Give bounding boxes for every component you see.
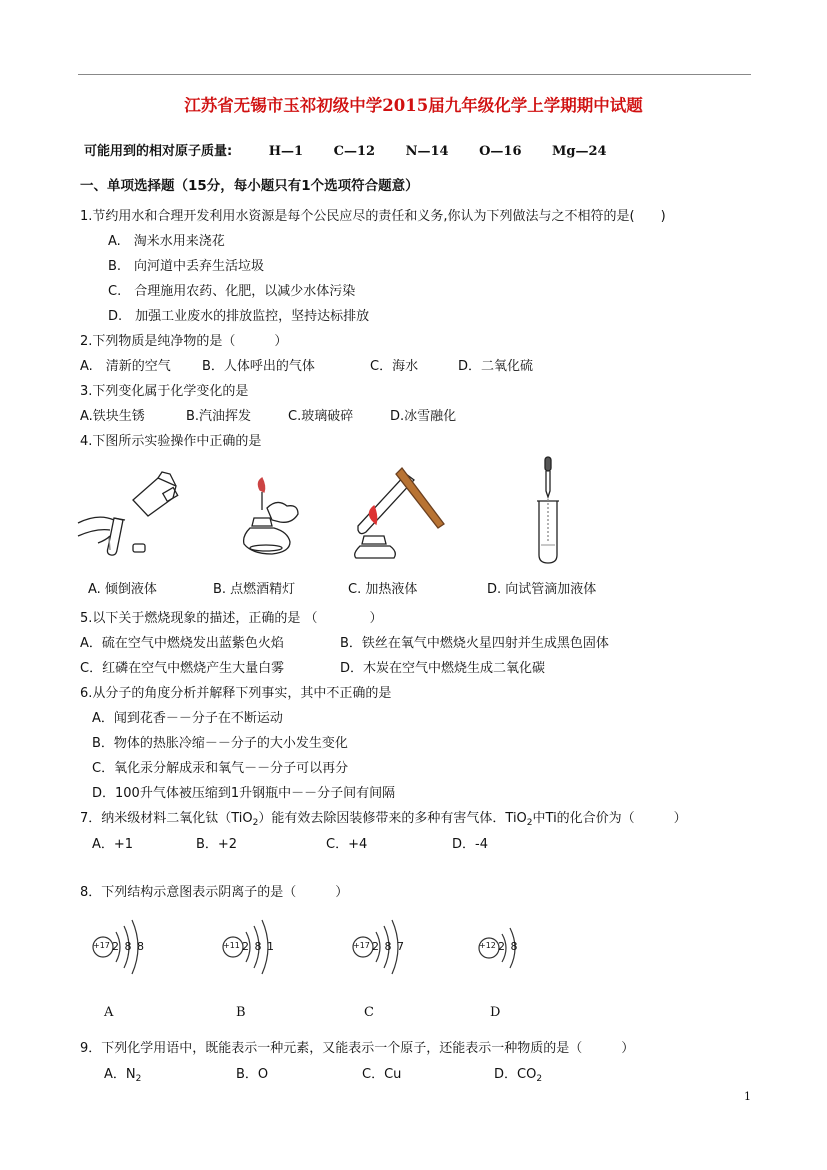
atomic-mass-n: N—14 [405,144,449,159]
heat-liquid-figure [350,466,450,561]
q9-stem: 9．下列化学用语中，既能表示一种元素，又能表示一个原子，还能表示一种物质的是（ ） [80,1041,635,1056]
q9-option-a-sub: 2 [135,1074,142,1084]
q7-stem-c: 中Ti的化合价为（ ） [532,811,687,826]
q6-option-c: C．氧化汞分解成汞和氧气－－分子可以再分 [92,761,349,776]
atomic-mass-o: O—16 [479,144,522,159]
page-number: 1 [744,1090,751,1103]
q7-stem-a: 7．纳米级材料二氧化钛（TiO [80,811,253,826]
q9-option-c: C．Cu [362,1067,402,1082]
atom-b-shells: 2 8 1 [242,940,275,953]
q4-stem: 4.下图所示实验操作中正确的是 [80,434,262,449]
q2-stem: 2.下列物质是纯净物的是（ ） [80,334,288,349]
atom-d-nucleus: +12 [479,941,496,950]
q7-option-d: D．-4 [452,837,488,852]
q2-option-d: D．二氧化硫 [458,359,534,374]
q7-sub-2: 2 [526,818,533,828]
atom-a-nucleus: +17 [93,941,110,950]
q3-option-a: A.铁块生锈 [80,409,145,424]
q7-option-c: C．+4 [326,837,368,852]
q3-option-d: D.冰雪融化 [390,409,457,424]
q6-stem: 6.从分子的角度分析并解释下列事实，其中不正确的是 [80,686,392,701]
atom-c-shells: 2 8 7 [372,940,405,953]
q7-stem [80,807,687,828]
atomic-mass-c: C—12 [333,144,376,159]
q8-label-b: B [236,1005,246,1020]
q7-option-a: A．+1 [92,837,134,852]
q6-option-b: B．物体的热胀冷缩－－分子的大小发生变化 [92,736,348,751]
exam-title: 江苏省无锡市玉祁初级中学2015届九年级化学上学期期中试题 [184,96,643,115]
q9-option-d [494,1063,542,1084]
atom-a-shells: 2 8 8 [112,940,145,953]
q6-option-a: A．闻到花香－－分子在不断运动 [92,711,283,726]
q1-option-c: C. 合理施用农药、化肥，以减少水体污染 [108,284,356,299]
q7-option-b: B．+2 [196,837,238,852]
q1-stem: 1.节约用水和合理开发利用水资源是每个公民应尽的责任和义务,你认为下列做法与之不相符的是( ) [80,209,666,224]
atom-c-nucleus: +17 [353,941,370,950]
q3-stem: 3.下列变化属于化学变化的是 [80,384,249,399]
pour-liquid-figure [78,468,188,563]
q4-option-a: A. 倾倒液体 [88,582,157,597]
q8-label-d: D [490,1005,501,1020]
q6-option-d: D．100升气体被压缩到1升钢瓶中－－分子间有间隔 [92,786,396,801]
q5-stem: 5.以下关于燃烧现象的描述，正确的是 （ ） [80,611,383,626]
q4-option-b: B. 点燃酒精灯 [213,582,296,597]
atomic-mass-mg: Mg—24 [552,144,607,159]
q5-option-c: C．红磷在空气中燃烧产生大量白雾 [80,661,285,676]
q9-option-d-sub: 2 [536,1074,543,1084]
q2-option-b: B．人体呼出的气体 [202,359,315,374]
atomic-mass-line [84,140,633,159]
q2-option-a: A. 清新的空气 [80,359,171,374]
q5-option-a: A．硫在空气中燃烧发出蓝紫色火焰 [80,636,284,651]
q8-stem: 8．下列结构示意图表示阴离子的是（ ） [80,885,349,900]
section-heading: 一、单项选择题（15分，每小题只有1个选项符合题意） [80,178,419,194]
atom-b-nucleus: +11 [223,941,240,950]
q3-option-c: C.玻璃破碎 [288,409,354,424]
q9-option-d-text: D．CO [494,1067,537,1082]
q3-option-b: B.汽油挥发 [186,409,252,424]
atomic-mass-h: H—1 [268,144,304,159]
q7-stem-b: ）能有效去除因装修带来的多种有害气体．TiO [258,811,527,826]
q9-option-a-text: A．N [104,1067,136,1082]
q4-option-c: C. 加热液体 [348,582,418,597]
q2-option-c: C．海水 [370,359,419,374]
q1-option-b: B. 向河道中丢弃生活垃圾 [108,259,265,274]
q5-option-d: D．木炭在空气中燃烧生成二氧化碳 [340,661,546,676]
q4-option-d: D. 向试管滴加液体 [487,582,597,597]
q9-option-b: B．O [236,1067,269,1082]
atom-d-shells: 2 8 [498,940,519,953]
atomic-mass-label: 可能用到的相对原子质量: [84,144,233,159]
q8-label-c: C [364,1005,374,1020]
q1-option-d: D. 加强工业废水的排放监控，坚持达标排放 [108,309,370,324]
q5-option-b: B．铁丝在氧气中燃烧火星四射并生成黑色固体 [340,636,609,651]
header-rule [78,74,751,75]
drop-liquid-figure [535,455,565,567]
light-lamp-figure [232,478,302,556]
q1-option-a: A. 淘米水用来浇花 [108,234,225,249]
q7-sub-1: 2 [252,818,259,828]
q9-option-a [104,1063,141,1084]
q8-label-a: A [104,1005,114,1020]
